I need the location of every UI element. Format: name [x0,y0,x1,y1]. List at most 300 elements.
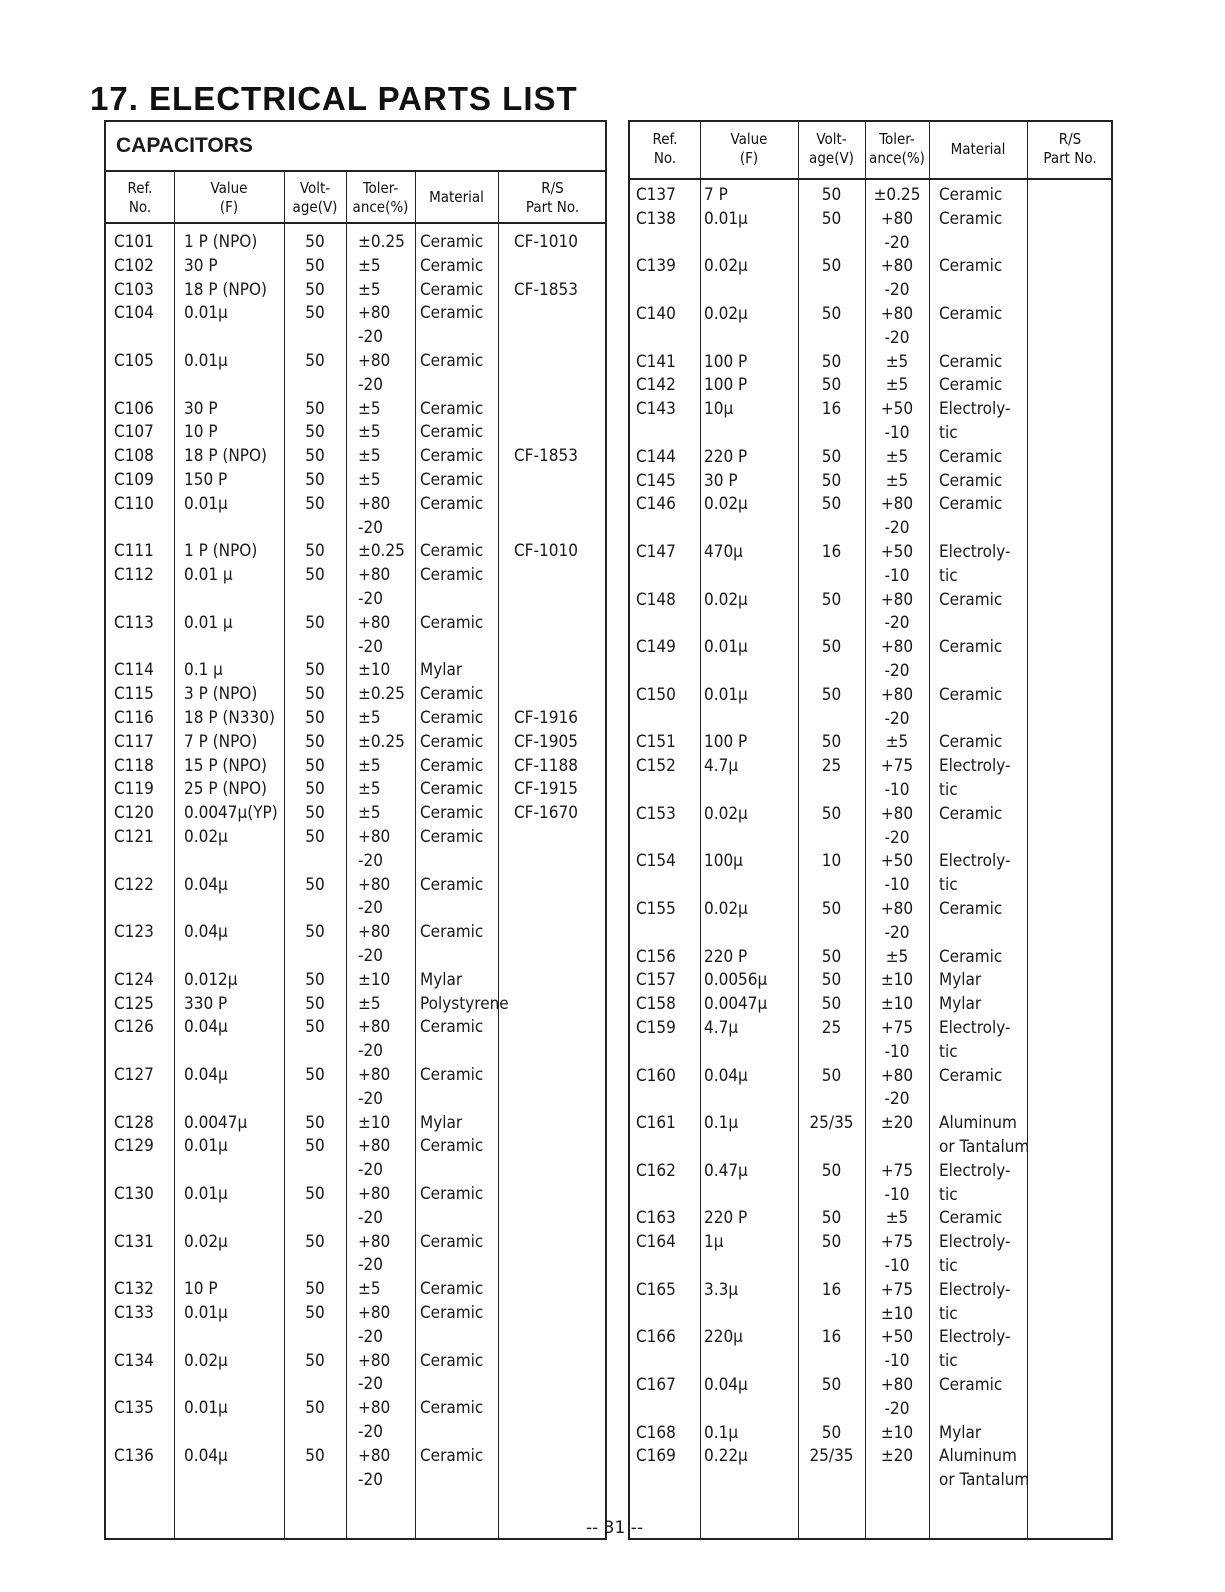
cell-material: Ceramic [420,1350,484,1371]
cell-material: Ceramic [420,612,484,633]
cell-material: Mylar [420,660,463,681]
cell-value: 100 P [704,351,748,372]
header-value: Value (F) [210,179,248,216]
cell-material: Ceramic [420,779,484,800]
table-row [630,1326,1111,1374]
cell-tolerance: +80 -20 [880,637,914,681]
cell-value: 25 P (NPO) [184,779,268,800]
cell-material: Electroly- tic [939,1232,1011,1276]
cell-material: Ceramic [939,208,1003,229]
table-row [630,1017,1111,1065]
cell-ref: C102 [114,255,154,276]
cell-part-no: CF-1853 [514,446,578,467]
cell-value: 220 P [704,1208,748,1229]
table-row [630,755,1111,803]
cell-value: 0.02µ [704,304,748,324]
cell-ref: C146 [636,494,676,515]
cell-value: 0.01µ [184,1398,228,1419]
table-row [106,1302,605,1350]
table-row [630,351,1111,375]
cell-material: Ceramic [420,470,484,490]
cell-voltage: 50 [305,1231,325,1252]
cell-value: 0.0047µ [184,1112,248,1133]
cell-value: 18 P (NPO) [184,279,268,300]
cell-tolerance: ±5 [885,946,909,967]
cell-tolerance: +75 -10 [880,756,914,800]
cell-voltage: 50 [821,946,842,967]
table-row [630,1065,1111,1113]
cell-material: Aluminum or Tantalum [939,1113,1030,1157]
cell-ref: C163 [636,1208,676,1229]
table-row [630,303,1111,351]
cell-tolerance: ±5 [358,1279,381,1300]
cell-voltage: 50 [305,1445,325,1466]
cell-voltage: 50 [305,708,325,728]
cell-material: Ceramic [420,232,484,252]
cell-material: Ceramic [939,946,1003,967]
table-row [106,279,605,303]
cell-voltage: 50 [821,494,842,515]
cell-ref: C148 [636,589,676,610]
cell-value: 0.02µ [704,803,748,824]
table-row [106,1231,605,1279]
cell-part-no: CF-1905 [514,731,578,752]
cell-material: Ceramic [420,1136,484,1157]
cell-voltage: 50 [305,1112,325,1133]
table-row [630,184,1111,208]
cell-ref: C114 [114,660,154,681]
table-row [106,755,605,779]
cell-material: Ceramic [420,351,484,371]
cell-tolerance: +75 -10 [880,1160,914,1205]
cell-value: 0.01µ [184,1136,228,1157]
cell-tolerance: ±5 [358,470,381,490]
table-row [106,1016,605,1064]
table-row [630,1422,1111,1446]
cell-material: Ceramic [420,493,484,514]
table-row [630,803,1111,851]
cell-voltage: 50 [821,351,842,372]
cell-ref: C150 [636,684,676,705]
cell-material: Mylar [939,1422,982,1443]
table-row [630,1112,1111,1160]
cell-tolerance: ±10 [880,994,914,1015]
cell-material: Ceramic [420,1445,484,1466]
cell-value: 0.01µ [184,351,228,371]
cell-material: Ceramic [420,255,484,276]
cell-ref: C158 [636,994,676,1015]
cell-tolerance: +80 -20 [880,803,914,848]
cell-ref: C154 [636,851,676,872]
cell-value: 1 P (NPO) [184,541,258,562]
cell-part-no: CF-1916 [514,708,578,728]
cell-voltage: 50 [821,732,842,753]
cell-voltage: 50 [305,303,325,324]
cell-material: Ceramic [420,922,484,943]
cell-value: 30 P [184,255,218,276]
cell-voltage: 25 [821,1018,842,1038]
cell-ref: C168 [636,1422,676,1443]
cell-voltage: 50 [821,899,842,919]
table-row [106,1135,605,1183]
cell-tolerance: +80 -20 [880,1065,914,1110]
cell-voltage: 50 [821,637,842,658]
cell-tolerance: ±5 [358,279,381,300]
cell-voltage: 16 [821,1279,842,1300]
cell-value: 0.02µ [184,1231,228,1252]
cell-voltage: 50 [821,589,842,610]
cell-voltage: 50 [305,351,325,371]
cell-ref: C157 [636,970,676,991]
cell-voltage: 16 [821,542,842,562]
table-row [106,302,605,350]
header-material: Material [429,188,484,206]
table-row [630,1279,1111,1327]
table-row [106,421,605,445]
cell-part-no: CF-1188 [514,755,578,776]
cell-voltage: 50 [305,803,325,824]
cell-ref: C142 [636,375,676,396]
cell-tolerance: ±5 [358,398,381,419]
cell-ref: C119 [114,779,154,800]
cell-tolerance: +80 -20 [358,565,391,609]
table-row [630,1207,1111,1231]
cell-value: 3.3µ [704,1279,739,1300]
cell-tolerance: +80 -20 [880,256,914,301]
cell-value: 30 P [184,398,218,419]
table-row [630,1160,1111,1208]
cell-tolerance: +80 -20 [880,304,914,348]
cell-voltage: 50 [305,969,325,990]
cell-ref: C125 [114,993,154,1014]
cell-value: 100 P [704,732,748,753]
cell-value: 0.02µ [704,589,748,610]
cell-voltage: 50 [305,255,325,276]
cell-material: Ceramic [420,803,484,824]
cell-material: Ceramic [420,1065,484,1085]
cell-voltage: 50 [305,874,325,895]
table-row [630,541,1111,589]
cell-value: 0.02µ [184,1350,228,1371]
table-row [106,493,605,541]
cell-value: 150 P [184,470,228,490]
cell-voltage: 50 [305,1065,325,1085]
cell-tolerance: +80 -20 [880,684,914,729]
capacitors-table-left [104,120,607,1540]
cell-voltage: 50 [305,446,325,467]
page-title: 17. ELECTRICAL PARTS LIST [90,80,578,117]
cell-tolerance: ±0.25 [873,185,921,205]
cell-value: 0.04µ [704,1375,748,1395]
table-row [106,993,605,1017]
cell-value: 0.1µ [704,1422,739,1443]
table-row [630,1374,1111,1422]
table-row [630,255,1111,303]
cell-ref: C155 [636,899,676,919]
cell-ref: C139 [636,256,676,277]
table-row [106,1112,605,1136]
cell-material: Ceramic [420,279,484,300]
table-row [106,802,605,826]
cell-value: 0.01µ [184,1184,228,1204]
cell-tolerance: +80 -20 [358,922,391,966]
cell-ref: C130 [114,1184,154,1204]
cell-ref: C149 [636,637,676,658]
cell-material: Ceramic [939,1065,1003,1086]
cell-ref: C101 [114,232,154,252]
cell-ref: C138 [636,208,676,229]
cell-value: 10 P [184,422,218,443]
cell-voltage: 50 [305,1136,325,1157]
cell-part-no: CF-1010 [514,232,578,252]
cell-value: 0.01µ [704,637,748,658]
cell-ref: C156 [636,946,676,967]
cell-tolerance: ±0.25 [358,684,405,705]
cell-tolerance: ±10 [880,1422,914,1443]
cell-voltage: 25/35 [809,1113,854,1134]
cell-tolerance: +80 -20 [358,1136,391,1181]
table-row [106,659,605,683]
cell-ref: C117 [114,731,154,752]
cell-tolerance: +50 -10 [880,1327,914,1372]
cell-tolerance: ±0.25 [358,731,405,752]
cell-ref: C141 [636,351,676,372]
cell-value: 0.01µ [184,493,228,514]
table-row [630,493,1111,541]
cell-material: Ceramic [420,1017,484,1038]
cell-value: 0.04µ [184,1445,228,1466]
cell-tolerance: ±5 [358,446,381,467]
cell-material: Electroly- tic [939,399,1011,443]
table-row [630,850,1111,898]
cell-value: 0.04µ [184,874,228,895]
cell-ref: C118 [114,755,154,776]
cell-ref: C116 [114,708,154,728]
cell-value: 10 P [184,1279,218,1300]
cell-tolerance: +50 -10 [880,851,914,896]
cell-value: 0.0047µ(YP) [184,803,278,824]
cell-ref: C159 [636,1018,676,1038]
cell-ref: C111 [114,541,154,562]
cell-tolerance: ±5 [885,470,909,491]
cell-ref: C162 [636,1160,676,1181]
cell-value: 0.0047µ [704,994,768,1015]
cell-material: Mylar [420,969,463,990]
header-divider [630,178,1111,180]
cell-tolerance: ±5 [885,1208,909,1229]
cell-tolerance: +75 ±10 [880,1279,914,1324]
cell-value: 470µ [704,542,743,562]
cell-material: Ceramic [939,446,1003,467]
cell-part-no: CF-1010 [514,541,578,562]
cell-voltage: 16 [821,1327,842,1348]
table-row [630,969,1111,993]
cell-voltage: 50 [821,970,842,991]
cell-voltage: 50 [821,1160,842,1181]
cell-voltage: 50 [305,1184,325,1204]
cell-tolerance: ±5 [358,422,381,443]
cell-value: 10µ [704,399,734,420]
cell-material: Electroly- tic [939,1327,1011,1372]
table-row [106,1445,605,1493]
header-ref: Ref. No. [652,130,678,167]
cell-tolerance: +80 -20 [358,493,391,538]
cell-value: 0.04µ [184,922,228,943]
cell-material: Ceramic [420,541,484,562]
cell-ref: C106 [114,398,154,419]
cell-ref: C115 [114,684,154,705]
cell-tolerance: +80 -20 [358,827,391,871]
cell-tolerance: +80 -20 [358,1017,391,1062]
cell-voltage: 25/35 [809,1446,854,1467]
cell-material: Electroly- tic [939,851,1011,896]
cell-tolerance: ±20 [880,1113,914,1134]
cell-tolerance: ±5 [358,755,381,776]
table-row [106,731,605,755]
table-row [106,921,605,969]
table-row [106,778,605,802]
cell-ref: C107 [114,422,154,443]
cell-material: Mylar [939,970,982,991]
cell-ref: C104 [114,303,154,324]
cell-voltage: 50 [305,1398,325,1419]
cell-voltage: 50 [305,493,325,514]
cell-material: Ceramic [939,803,1003,824]
cell-voltage: 50 [305,922,325,943]
cell-ref: C132 [114,1279,154,1300]
cell-voltage: 50 [821,803,842,824]
table-row [106,255,605,279]
cell-value: 0.04µ [184,1017,228,1038]
cell-voltage: 50 [305,660,325,681]
cell-value: 0.01µ [184,303,228,324]
header-voltage: Volt- age(V) [809,130,854,167]
cell-voltage: 50 [305,422,325,443]
cell-material: Ceramic [420,755,484,776]
cell-tolerance: ±0.25 [358,232,405,252]
cell-value: 330 P [184,993,228,1014]
table-row [630,1231,1111,1279]
cell-material: Ceramic [939,732,1003,753]
cell-voltage: 50 [821,185,842,205]
cell-ref: C129 [114,1136,154,1157]
cell-tolerance: +50 -10 [880,399,914,443]
cell-ref: C126 [114,1017,154,1038]
header-material: Material [950,140,1006,158]
header-tolerance: Toler- ance(%) [869,130,925,167]
cell-voltage: 50 [305,684,325,705]
cell-tolerance: ±5 [885,732,909,753]
cell-tolerance: +80 -20 [358,1445,391,1490]
cell-part-no: CF-1853 [514,279,578,300]
cell-value: 0.02µ [704,494,748,515]
page-number: -- 31 -- [586,1518,643,1538]
table-row [630,446,1111,470]
cell-material: Ceramic [420,565,484,586]
cell-voltage: 50 [821,256,842,277]
cell-value: 3 P (NPO) [184,684,258,705]
cell-voltage: 50 [821,1375,842,1395]
cell-value: 220 P [704,946,748,967]
cell-voltage: 50 [821,470,842,491]
cell-voltage: 50 [305,731,325,752]
cell-value: 220µ [704,1327,743,1348]
cell-value: 4.7µ [704,1018,739,1038]
cell-tolerance: ±5 [358,779,381,800]
cell-voltage: 50 [821,1422,842,1443]
header-part-no: R/S Part No. [1043,130,1097,167]
table-row [106,826,605,874]
cell-material: Ceramic [939,304,1003,324]
table-row [106,445,605,469]
cell-ref: C103 [114,279,154,300]
table-row [630,993,1111,1017]
cell-ref: C133 [114,1303,154,1323]
cell-ref: C165 [636,1279,676,1300]
header-voltage: Volt- age(V) [292,179,338,216]
cell-voltage: 50 [305,541,325,562]
cell-material: Ceramic [939,589,1003,610]
cell-tolerance: ±5 [885,375,909,396]
cell-ref: C143 [636,399,676,420]
table-row [106,469,605,493]
cell-ref: C152 [636,756,676,777]
cell-material: Aluminum or Tantalum [939,1446,1030,1491]
cell-tolerance: ±5 [358,803,381,824]
cell-voltage: 50 [821,684,842,705]
table-row [630,208,1111,256]
cell-voltage: 10 [821,851,842,872]
cell-value: 0.01 µ [184,565,233,586]
cell-voltage: 50 [821,375,842,396]
cell-value: 0.02µ [704,256,748,277]
cell-tolerance: ±5 [358,708,381,728]
cell-ref: C135 [114,1398,154,1419]
table-row [630,470,1111,494]
cell-value: 7 P [704,185,728,205]
cell-material: Ceramic [420,1184,484,1204]
cell-value: 0.1µ [704,1113,739,1134]
cell-tolerance: +75 -10 [880,1018,914,1062]
cell-value: 18 P (N330) [184,708,275,728]
cell-ref: C105 [114,351,154,371]
cell-tolerance: ±20 [880,1446,914,1467]
table-row [630,684,1111,732]
cell-value: 0.0056µ [704,970,768,991]
cell-tolerance: +50 -10 [880,542,914,586]
cell-tolerance: ±5 [358,993,381,1014]
cell-ref: C134 [114,1350,154,1371]
cell-tolerance: +80 -20 [880,1375,914,1419]
cell-material: Ceramic [939,494,1003,515]
cell-tolerance: ±5 [885,446,909,467]
cell-voltage: 50 [821,994,842,1015]
cell-material: Ceramic [420,422,484,443]
cell-material: Electroly- tic [939,1018,1011,1062]
cell-value: 0.02µ [184,827,228,847]
cell-material: Polystyrene [420,993,509,1014]
cell-value: 0.47µ [704,1160,748,1181]
cell-voltage: 50 [305,232,325,252]
cell-value: 220 P [704,446,748,467]
table-row [106,564,605,612]
table-row [106,1064,605,1112]
table-row [630,589,1111,637]
cell-material: Ceramic [420,1398,484,1419]
cell-ref: C153 [636,803,676,824]
cell-value: 100µ [704,851,743,872]
table-row [106,874,605,922]
